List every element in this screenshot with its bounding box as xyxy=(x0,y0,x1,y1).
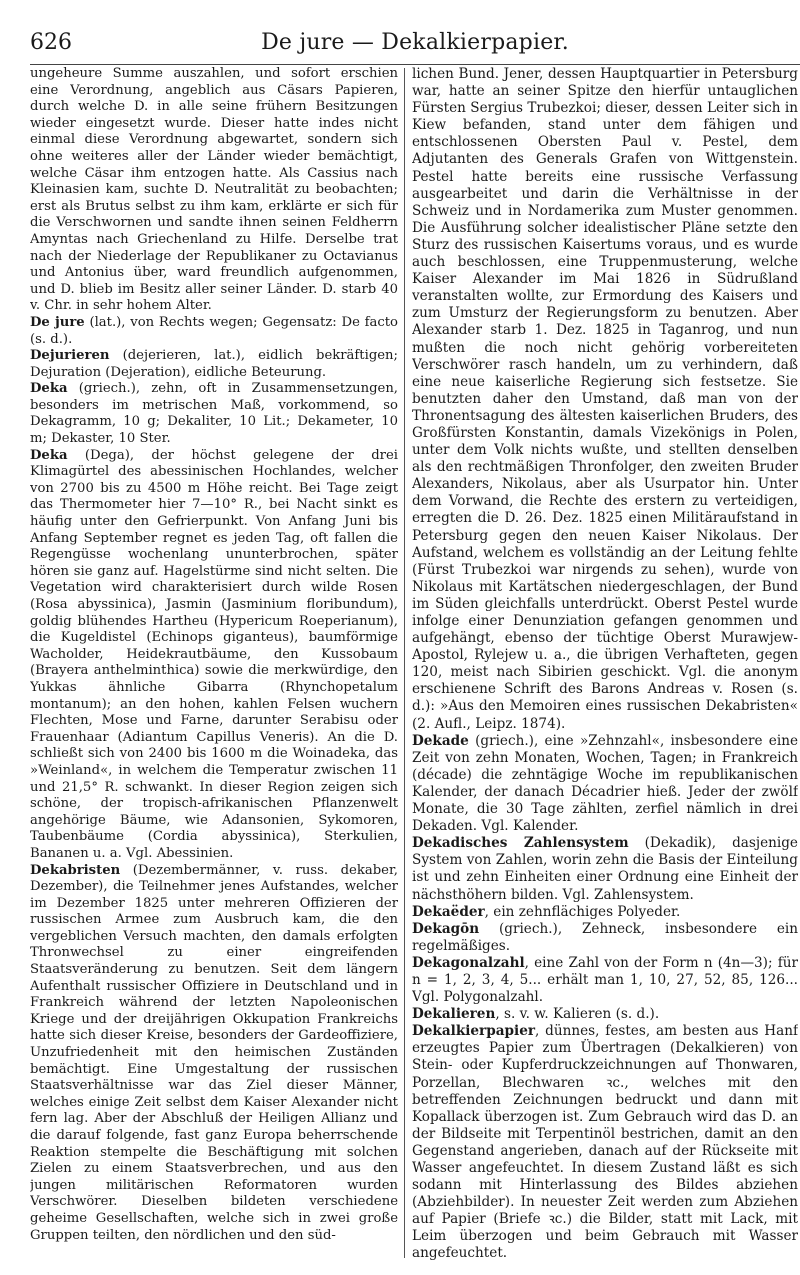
entry-text: (Dezembermänner, v. russ. dekaber, Dezember), die Teilnehmer jenes Aufstandes, welcher im Dezember 1825 unter mehreren Offizieren der russischen Armee zum Ausbruch kam, die den vergeblichen Versuch machten, den damals erfolgten Thronwechsel zu einer eingreifenden Staatsveränderung zu benutzen. Seit dem längern Aufenthalt russischer Offiziere in Deutschland und in Frankreich während der letzten Napoleonischen Kriege und der dreijährigen Okkupation Frankreichs hatte sich dieser Kreise, besonders der Gardeoffiziere, Unzufriedenheit mit den heimischen Zuständen bemächtigt. Eine Umgestaltung der russischen Staatsverhältnisse war das Ziel dieser Männer, welches einige Zeit selbst dem Kaiser Alexander nicht fern lag. Aber der Abschluß der Heiligen Allianz und die darauf folgende, fast ganz Europa beherrschende Reaktion stempelte die Beschäftigung mit solchen Zielen zu einem Staatsverbrechen, und aus den jungen militärischen Reformatoren wurden Verschwörer. Dieselben bildeten verschiedene geheime Gesellschaften, welche sich in zwei große Gruppen teilten, den nördlichen und den süd- xyxy=(30,862,398,1243)
entry-headword: Deka xyxy=(30,447,68,463)
entry-dekalieren xyxy=(412,1006,798,1023)
entry-dekalkierpapier xyxy=(412,1023,798,1262)
entry-de-jure xyxy=(30,315,398,348)
entry-headword: Dekalkierpapier xyxy=(412,1023,536,1040)
entry-text: , eine Zahl von der Form n (4n—3); für n = 1, 2, 3, 4, 5... erhält man 1, 10, 27, 52, 85, 126... Vgl. Polygonalzahl. xyxy=(412,954,798,1006)
entry-headword: De jure xyxy=(30,314,85,330)
entry-text: (lat.), von Rechts wegen; Gegensatz: De facto (s. d.). xyxy=(30,314,398,347)
entry-headword: Dekaëder xyxy=(412,903,485,920)
entry-deka-climate xyxy=(30,448,398,863)
entry-continuation xyxy=(412,66,798,733)
entry-headword: Dekabristen xyxy=(30,862,121,878)
entry-dekagonalzahl xyxy=(412,955,798,1006)
header-rule xyxy=(30,64,800,65)
entry-text: (dejerieren, lat.), eidlich bekräftigen; Dejuration (Dejeration), eidliche Beteurung. xyxy=(30,348,398,380)
entry-dekaeder xyxy=(412,904,798,921)
entry-text: , ein zehnflächiges Polyeder. xyxy=(484,903,681,920)
entry-headword: Dekagonalzahl xyxy=(412,954,525,971)
page-number: 626 xyxy=(30,30,72,55)
entry-dejurieren xyxy=(30,348,398,381)
entry-headword: Dekadisches Zahlensystem xyxy=(412,835,629,852)
entry-continuation xyxy=(30,66,398,315)
entry-dekadisches-zahlensystem xyxy=(412,835,798,903)
entry-dekagon xyxy=(412,921,798,955)
column-divider xyxy=(404,68,405,1258)
left-column xyxy=(30,66,398,1266)
entry-headword: Dekade xyxy=(412,732,469,749)
entry-text: , dünnes, festes, am besten aus Hanf erzeugtes Papier zum Übertragen (Dekalkieren) von Stein- oder Kupferdruckzeichnungen auf Thonwaren, Porzellan, Blechwaren ꝛc., welches mit den betreffenden Zeichnungen bedruckt und dann mit Kopallack überzogen ist. Zum Gebrauch wird das D. an der Bildseite mit Terpentinöl bestrichen, damit an den Gegenstand angerieben, danach auf der Rückseite mit Wasser angefeuchtet. In diesem Zustand läßt es sich sodann mit Hinterlassung des Bildes abziehen (Abziehbilder). In neuester Zeit werden zum Abziehen auf Papier (Briefe ꝛc.) die Bilder, statt mit Lack, mit Leim überzogen und beim Gebrauch mit Wasser angefeuchtet. xyxy=(412,1023,798,1262)
entry-text: ungeheure Summe auszahlen, und sofort erschien eine Verordnung, angeblich aus Cäsars Papieren, durch welche D. in alle seine frühern Besitzungen wieder eingesetzt wurde. Dieser hatte indes nicht einmal diese Verordnung abgewartet, sondern sich ohne weiteres aller der Länder wieder bemächtigt, welche Cäsar ihm entzogen hatte. Als Cassius nach Kleinasien kam, suchte D. Neutralität zu beobachten; erst als Brutus selbst zu ihm kam, erklärte er sich für die Verschwornen und sandte ihnen seinen Feldherrn Amyntas nach Griechenland zu Hilfe. Derselbe trat nach der Niederlage der Republikaner zu Octavianus und Antonius über, ward freundlich aufgenommen, und D. blieb im Besitz aller seiner Länder. D. starb 40 v. Chr. in sehr hohem Alter. xyxy=(30,66,398,314)
entry-headword: Dekalieren xyxy=(412,1006,496,1023)
entry-text: lichen Bund. Jener, dessen Hauptquartier in Petersburg war, hatte an seiner Spitze den hierfür untauglichen Fürsten Sergius Trubezkoi; dieser, dessen Leiter sich in Kiew befanden, stand unter dem fähigen und entschlossenen Obersten Paul v. Pestel, dem Adjutanten des Generals Grafen von Wittgenstein. Pestel hatte bereits eine russische Verfassung ausgearbeitet und darin die Verhältnisse in der Schweiz und in Nordamerika zum Muster genommen. Die Ausführung solcher idealistischer Pläne setzte den Sturz des russischen Kaisertums voraus, und es wurde auch beschlossen, eine Truppenmusterung, welche Kaiser Alexander im Mai 1826 in Südrußland veranstalten wollte, zur Ermordung des Kaisers und zum Umsturz der Regierungsform zu benutzen. Aber Alexander starb 1. Dez. 1825 in Taganrog, und nun mußten die noch nicht gehörig vorbereiteten Verschwörer rasch handeln, um zu verhindern, daß eine neue kaiserliche Regierung sich festsetze. Sie benutzten daher den Umstand, daß man von der Thronentsagung des ältesten kaiserlichen Bruders, des Großfürsten Konstantin, damals Vizekönigs in Polen, unter dem Volk nichts wußte, und stellten denselben als den rechtmäßigen Thronfolger, den zweiten Bruder Alexanders, Nikolaus, aber als Usurpator hin. Unter dem Vorwand, die Rechte des erstern zu verteidigen, erregten die D. 26. Dez. 1825 einen Militäraufstand in Petersburg gegen den neuen Kaiser Nikolaus. Der Aufstand, welchem es vollständig an der Leitung fehlte (Fürst Trubezkoi war nirgends zu sehen), wurde von Nikolaus mit Kartätschen niedergeschlagen, der Bund im Süden gleichfalls unterdrückt. Oberst Pestel wurde infolge einer Denunziation gefangen genommen und aufgehängt, ebenso der tüchtige Oberst Murawjew-Apostol, Rylejew u. a., die übrigen Verhafteten, gegen 120, meist nach Sibirien geschickt. Vgl. die anonym erschienene Schrift des Barons Andreas v. Rosen (s. d.): »Aus den Memoiren eines russischen Dekabristen« (2. Aufl., Leipz. 1874). xyxy=(412,66,798,732)
entry-headword: Dekagōn xyxy=(412,920,480,937)
entry-text: , s. v. w. Kalieren (s. d.). xyxy=(495,1006,660,1023)
right-column xyxy=(412,66,798,1266)
entry-dekade xyxy=(412,733,798,836)
entry-text: (griech.), eine »Zehnzahl«, insbesondere eine Zeit von zehn Monaten, Wochen, Tagen; in Frankreich (décade) die zehntägige Woche im republikanischen Kalender, der danach Décadrier hieß. Jeder der zwölf Monate, die 30 Tage zählten, zerfiel nämlich in drei Dekaden. Vgl. Kalender. xyxy=(412,732,798,835)
entry-text: (Dega), der höchst gelegene der drei Klimagürtel des abessinischen Hochlandes, welcher von 2700 bis zu 4500 m Höhe reicht. Bei Tage zeigt das Thermometer hier 7—10° R., bei Nacht sinkt es häufig unter den Gefrierpunkt. Von Anfang Juni bis Anfang September regnet es jeden Tag, oft fallen die Regengüsse wochenlang ununterbrochen, später hören sie ganz auf. Hagelstürme sind nicht selten. Die Vegetation wird charakterisiert durch wilde Rosen (Rosa abyssinica), Jasmin (Jasminium floribundum), goldig blühendes Hartheu (Hypericum Roeperianum), die Kugeldistel (Echinops giganteus), baumförmige Wacholder, Heidekrautbäume, den Kussobaum (Brayera anthelminthica) sowie die merkwürdige, den Yukkas ähnliche Gibarra (Rhynchopetalum montanum); an den hohen, kahlen Felsen wuchern Flechten, Mose und Farne, darunter Serabisu oder Frauenhaar (Adiantum Capillus Veneris). An die D. schließt sich von 2400 bis 1600 m die Woinadeka, das »Weinland«, in welchem die Temperatur zwischen 11 und 21,5° R. schwankt. In dieser Region zeigen sich schöne, der tropisch-afrikanischen Pflanzenwelt angehörige Bäume, wie Adansonien, Sykomoren, Taubenbäume (Cordia abyssinica), Sterkulien, Bananen u. a. Vgl. Abessinien. xyxy=(30,447,398,861)
entry-deka-prefix xyxy=(30,381,398,447)
entry-dekabristen xyxy=(30,863,398,1245)
entry-text: (Dekadik), dasjenige System von Zahlen, worin zehn die Basis der Einteilung ist und zehn Einheiten einer Ordnung eine Einheit der nächsthöhern bilden. Vgl. Zahlensystem. xyxy=(412,835,798,903)
page-header xyxy=(30,28,800,62)
entry-text: (griech.), Zehneck, insbesondere ein regelmäßiges. xyxy=(412,920,798,954)
entry-headword: Dejurieren xyxy=(30,348,110,364)
entry-text: (griech.), zehn, oft in Zusammensetzungen, besonders im metrischen Maß, vorkommend, so Dekagramm, 10 g; Dekaliter, 10 Lit.; Dekameter, 10 m; Dekaster, 10 Ster. xyxy=(30,381,398,447)
entry-headword: Deka xyxy=(30,381,68,397)
running-head: De jure — Dekalkierpapier. xyxy=(261,30,569,55)
